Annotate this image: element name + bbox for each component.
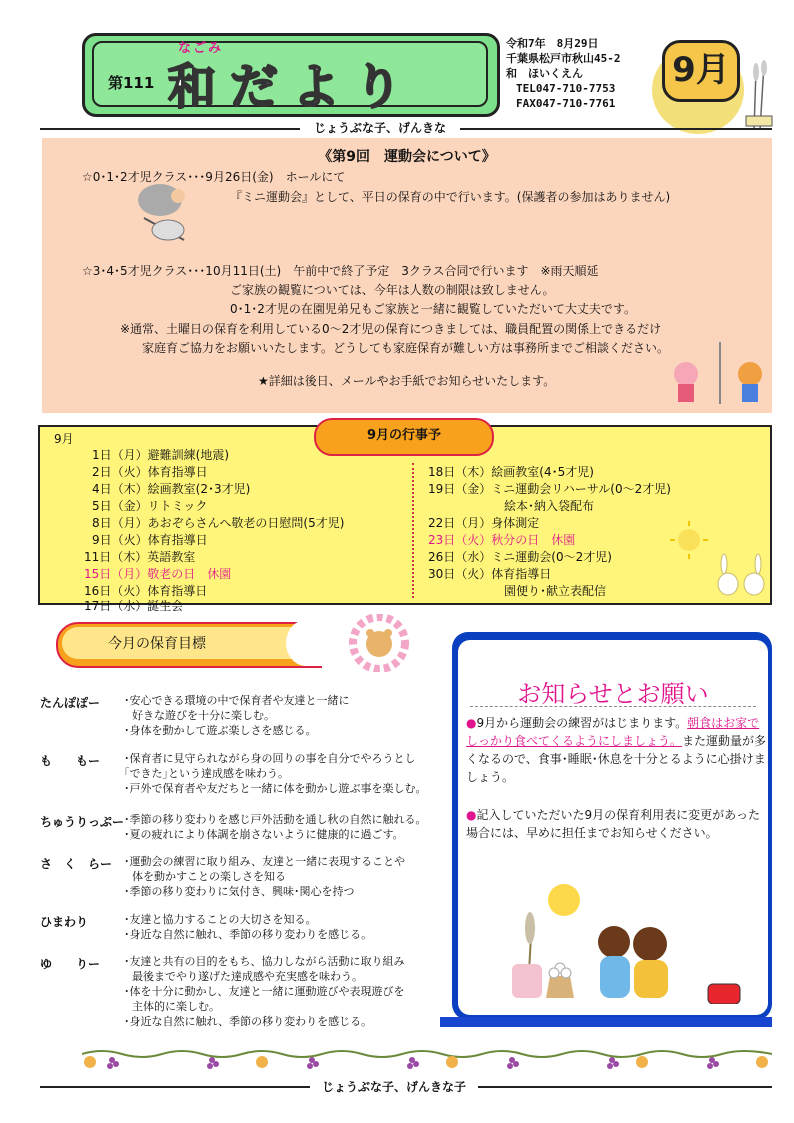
notice-title: お知らせとお願い (517, 680, 709, 708)
event-item: 11日（木）英語教室 (84, 550, 196, 564)
sports-line: 0･1･2才児の在園児弟兄もご家族と一緒に観覧していただいて大丈夫です。 (230, 302, 636, 316)
goals-title: 今月の保育目標 (108, 636, 206, 652)
event-item: 園便り･献立表配信 (504, 584, 607, 598)
goals-banner-notch (286, 620, 326, 666)
event-item: 18日（木）絵画教室(4･5才児) (428, 465, 594, 479)
tug-of-war-illustration (134, 178, 194, 248)
flower-wreath-bear-icon (344, 614, 414, 672)
goal-line: ･季節の移り変わりを感じ戸外活動を通し秋の自然に触れる。 (124, 813, 427, 826)
fax: FAX047-710-7761 (516, 97, 616, 110)
event-item: 30日（火）体育指導日 (428, 567, 552, 581)
bullet-icon: ● (466, 716, 477, 730)
notice-base-strip (440, 1017, 772, 1027)
event-item: 2日（火）体育指導日 (92, 465, 208, 479)
goal-line: ･体を十分に動かし、友達と一緒に運動遊びや表現遊びを (124, 985, 405, 998)
event-item: 16日（火）体育指導日 (84, 584, 208, 598)
month-badge: 9月 (662, 40, 740, 102)
notice-paragraph-1 (466, 714, 770, 786)
event-item: 17日（水）誕生会 (84, 599, 184, 613)
goal-line: ･友達と協力することの大切さを知る。 (124, 913, 317, 926)
moon-viewing-illustration (502, 880, 752, 1004)
sports-line: 『ミニ運動会』として、平日の保育の中で行います。(保護者の参加はありません) (230, 190, 671, 204)
susuki-grass-icon (744, 60, 774, 130)
goal-line: ･季節の移り変わりに気付き、興味･関心を持つ (124, 885, 355, 898)
sports-line: ☆0･1･2才児クラス･･･9月26日(金) ホールにて (82, 170, 346, 184)
class-name-sakura: さ く らー (40, 857, 113, 871)
issue-number: 第111 (108, 74, 155, 92)
class-name-tanpopo: たんぽぽー (40, 696, 101, 710)
event-item: 4日（木）絵画教室(2･3才児) (92, 482, 251, 496)
grape-vine-border (82, 1048, 772, 1072)
events-divider (412, 463, 415, 598)
event-item: 8日（月）あおぞらさんへ敬老の日慰問(5才児) (92, 516, 345, 530)
sports-line: ※通常、土曜日の保育を利用している0～2才児の保育につきましては、職員配置の関係上できるだけ (120, 322, 662, 336)
event-item: 22日（月）身体測定 (428, 516, 540, 530)
notice-p1-end: また運動量が多くなるので、食事･睡眠･休息を十分とるように心掛けましょう。 (466, 734, 767, 784)
event-item: 9日（火）体育指導日 (92, 533, 208, 547)
title-furigana: なごみ (178, 41, 224, 56)
issue-date: 令和7年 8月29日 (506, 37, 599, 50)
class-name-tulip: ちゅうりっぷー (40, 815, 125, 829)
bullet-icon: ● (466, 808, 477, 822)
notice-p1-start: 9月から運動会の練習がはじまります。 (476, 716, 688, 730)
event-item-holiday: 15日（月）敬老の日 休園 (84, 567, 232, 581)
goal-line: 体を動かすことの楽しさを知る (132, 870, 286, 883)
goal-line: 好きな遊びを十分に楽しむ。 (132, 709, 275, 722)
event-item: 26日（水）ミニ運動会(0～2才児) (428, 550, 612, 564)
events-month-label: 9月 (54, 432, 74, 446)
school-name: 和 ほいくえん (506, 67, 583, 80)
notice-p1-highlight: 朝食はお家でしっかり食べてくるようにしましょう。 (466, 716, 760, 748)
goal-line: 主体的に楽しむ。 (132, 1000, 220, 1013)
sports-line: ★詳細は後日、メールやお手紙でお知らせいたします。 (258, 374, 556, 388)
goal-line: ｢できた｣という達成感を味わう。 (124, 767, 289, 780)
motto-top: じょうぶな子、げんきな (300, 119, 460, 136)
events-title: 9月の行事予 (314, 418, 494, 456)
goal-line: ･友達と共有の目的をもち、協力しながら活動に取り組み (124, 955, 405, 968)
sports-day-section (42, 138, 772, 413)
newsletter-title: 和だより (168, 59, 417, 115)
notice-title-rule (470, 706, 756, 707)
tel: TEL047-710-7753 (516, 82, 616, 95)
motto-bottom: じょうぶな子、げんきな子 (310, 1078, 478, 1095)
class-name-yuri: ゆ りー (40, 957, 101, 971)
sports-line: ☆3･4･5才児クラス･･･10月11日(土) 午前中で終了予定 3クラス合同で行います ※雨天順延 (82, 264, 599, 278)
goal-line: ･保育者に見守られながら身の回りの事を自分でやろうとし (124, 752, 416, 765)
children-playing-illustration (664, 338, 764, 408)
sports-line: 家庭育ご協力をお願いいたします。どうしても家庭保育が難しい方は事務所までご相談ください。 (142, 341, 670, 355)
notice-paragraph-2 (466, 806, 770, 842)
goal-line: ･身体を動かして遊ぶ楽しさを感じる。 (124, 724, 317, 737)
event-item: 絵本･納入袋配布 (504, 499, 595, 513)
event-item: 1日（月）避難訓練(地震) (92, 448, 229, 462)
rabbits-icon (712, 552, 770, 598)
sports-day-title: 《第9回 運動会について》 (318, 149, 496, 165)
goal-line: ･戸外で保育者や友だちと一緒に体を動かし遊ぶ事を楽しむ。 (124, 782, 427, 795)
event-item-holiday: 23日（火）秋分の日 休園 (428, 533, 576, 547)
goal-line: ･運動会の練習に取り組み、友達と一緒に表現することや (124, 855, 406, 868)
address: 千葉県松戸市秋山45-2 (506, 52, 621, 65)
notice-p2: 記入していただいた9月の保育利用表に変更があった場合には、早めに担任までお知らせください。 (466, 808, 761, 840)
sun-icon (668, 520, 710, 560)
goal-line: ･身近な自然に触れ、季節の移り変わりを感じる。 (124, 928, 373, 941)
goal-line: ･夏の疲れにより体調を崩さないように健康的に過ごす。 (124, 828, 404, 841)
class-name-himawari: ひまわり (40, 915, 89, 929)
sports-line: ご家族の観覧については、今年は人数の制限は致しません。 (230, 283, 555, 297)
goal-line: ･安心できる環境の中で保育者や友達と一緒に (124, 694, 350, 707)
header-info (506, 36, 621, 111)
event-item: 5日（金）リトミック (92, 499, 208, 513)
goal-line: ･身近な自然に触れ、季節の移り変わりを感じる。 (124, 1015, 373, 1028)
class-name-momo: も もー (40, 754, 101, 768)
goal-line: 最後までやり遂げた達成感や充実感を味わう。 (132, 970, 363, 983)
event-item: 19日（金）ミニ運動会リハーサル(0～2才児) (428, 482, 671, 496)
